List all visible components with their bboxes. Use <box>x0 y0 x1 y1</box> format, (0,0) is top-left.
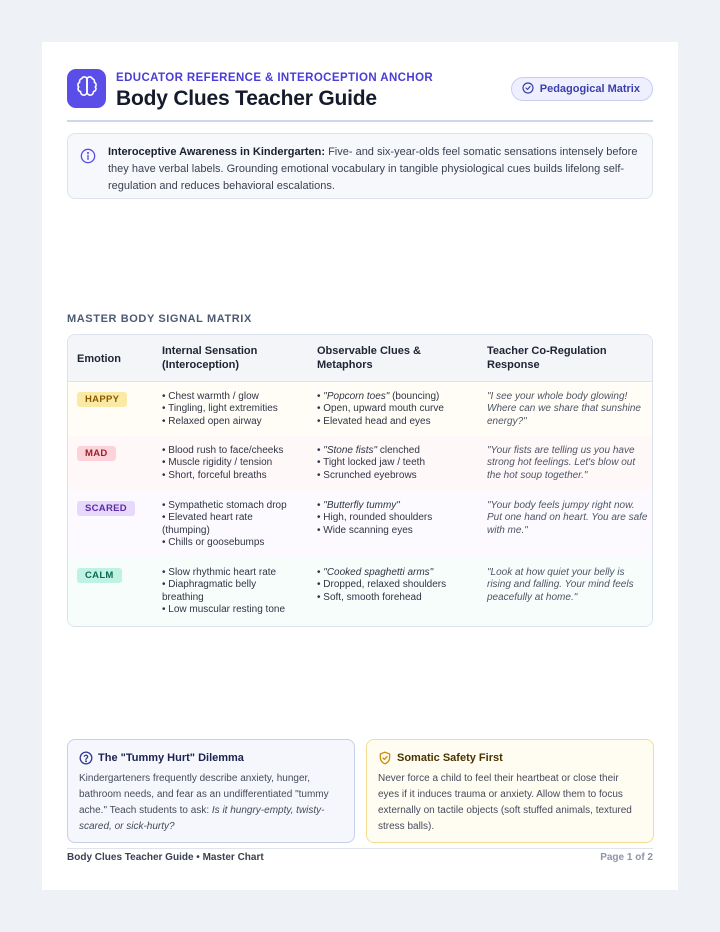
header-observable <box>317 344 421 372</box>
observable-clues <box>317 391 444 428</box>
list-item: • Tight locked jaw / teeth <box>317 457 426 469</box>
emotion-badge-happy: HAPPY <box>77 392 127 407</box>
header-response <box>487 344 607 372</box>
somatic-safety-card <box>366 739 654 843</box>
page-number: Page 1 of 2 <box>600 852 653 863</box>
pedagogical-matrix-badge <box>511 77 653 101</box>
emotion-badge-mad: MAD <box>77 446 116 461</box>
header-observable-line1: Observable Clues & <box>317 345 421 357</box>
list-item: • Scrunched eyebrows <box>317 469 417 481</box>
list-item: • "Butterfly tummy" <box>317 500 400 511</box>
header-emotion: Emotion <box>77 353 121 365</box>
list-item: • Blood rush to face/cheeks <box>162 445 284 456</box>
header-divider <box>67 120 653 122</box>
footer-title: Body Clues Teacher Guide • Master Chart <box>67 852 264 863</box>
response-line: energy?" <box>487 415 527 427</box>
list-item: • Open, upward mouth curve <box>317 403 444 415</box>
internal-sensation <box>162 445 283 482</box>
list-item: • Diaphragmatic belly <box>162 579 257 591</box>
footer-divider <box>67 848 653 849</box>
info-body: Five- and six-year-olds feel somatic sensations intensely before they have verbal labels. Grounding emotional vocabulary in tangible physiological cues builds lifelong self-regulation and reduces behavioral escalations. <box>108 146 638 192</box>
tummy-card-text: Kindergarteners frequently describe anxiety, hunger, bathroom needs, and fear as an undifferentiated "tummy ache." Teach students to ask: <box>79 773 329 816</box>
question-circle-icon <box>79 751 93 770</box>
coregulation-response <box>487 445 635 482</box>
response-line: peacefully at home." <box>487 591 578 603</box>
table-row <box>68 382 652 437</box>
coregulation-response <box>487 391 641 428</box>
check-circle-icon <box>522 82 534 97</box>
response-line: "Your body feels jumpy right now. <box>487 500 635 511</box>
table-header <box>68 335 652 382</box>
metaphor: "Cooked spaghetti arms" <box>323 567 434 578</box>
observable-clues <box>317 445 425 482</box>
interoception-info-box <box>67 133 653 199</box>
header-internal-line1: Internal Sensation <box>162 345 258 357</box>
metaphor-detail: (bouncing) <box>389 391 440 402</box>
header-eyebrow: EDUCATOR REFERENCE & INTEROCEPTION ANCHOR <box>116 72 434 84</box>
page-title: Body Clues Teacher Guide <box>116 87 377 110</box>
info-lead: Interoceptive Awareness in Kindergarten: <box>108 146 326 158</box>
response-line: "Your fists are telling us you have <box>487 445 635 456</box>
response-line: "Look at how quiet your belly is <box>487 567 625 578</box>
list-item: • "Cooked spaghetti arms" <box>317 567 434 578</box>
response-line: rising and falling. Your mind feels <box>487 579 634 591</box>
list-item: • Sympathetic stomach drop <box>162 500 287 511</box>
list-item: • Wide scanning eyes <box>317 524 413 536</box>
observable-clues <box>317 500 432 537</box>
internal-sensation <box>162 500 287 549</box>
emotion-badge-calm: CALM <box>77 568 122 583</box>
list-item: • "Popcorn toes" (bouncing) <box>317 391 440 402</box>
list-item: • Elevated head and eyes <box>317 415 431 427</box>
response-line: the hot soup together." <box>487 469 588 481</box>
tummy-card-body <box>79 771 342 835</box>
header-response-line2: Response <box>487 359 540 371</box>
tummy-card-question: Is it hungry-empty, twisty-scared, or sick-hurty? <box>79 805 325 832</box>
badge-label: Pedagogical Matrix <box>539 83 640 95</box>
list-item: • Dropped, relaxed shoulders <box>317 579 447 591</box>
info-icon <box>80 148 96 169</box>
response-line: with me." <box>487 524 528 536</box>
guide-page <box>42 42 678 890</box>
tummy-hurt-card <box>67 739 355 843</box>
internal-sensation <box>162 391 278 428</box>
response-line: strong hot feelings. Let's blow out <box>487 457 636 469</box>
header-internal-line2: (Interoception) <box>162 359 239 371</box>
header-response-line1: Teacher Co-Regulation <box>487 345 607 357</box>
table-row <box>68 491 652 559</box>
internal-sensation <box>162 567 285 616</box>
response-line: Where can we share that sunshine <box>487 403 641 415</box>
list-item: • Relaxed open airway <box>162 415 262 427</box>
response-line: Put one hand on heart. You are safe <box>487 512 648 524</box>
list-item: • Low muscular resting tone <box>162 603 286 615</box>
body-signal-table <box>67 334 653 627</box>
brain-icon <box>76 75 98 102</box>
metaphor-detail: clenched <box>377 445 420 456</box>
list-item: • Soft, smooth forehead <box>317 591 422 603</box>
list-item: • "Stone fists" clenched <box>317 445 420 456</box>
header-observable-line2: Metaphors <box>317 359 373 371</box>
coregulation-response <box>487 500 648 537</box>
list-item: • Chills or goosebumps <box>162 536 265 548</box>
metaphor: "Butterfly tummy" <box>323 500 400 511</box>
brain-logo <box>67 69 106 108</box>
list-item: breathing <box>162 591 204 603</box>
emotion-badge-scared: SCARED <box>77 501 135 516</box>
list-item: • Short, forceful breaths <box>162 469 267 481</box>
list-item: (thumping) <box>162 524 210 536</box>
table-row <box>68 558 652 626</box>
safety-card-body: Never force a child to feel their heartbeat or close their eyes if it induces trauma or anxiety. Allow them to focus externally on tactile objects (soft stuffed animals, textured stress balls). <box>378 773 632 832</box>
list-item: • Slow rhythmic heart rate <box>162 567 277 578</box>
list-item: • High, rounded shoulders <box>317 512 433 524</box>
coregulation-response <box>487 567 634 604</box>
metaphor: "Popcorn toes" <box>323 391 390 402</box>
info-text <box>108 144 640 195</box>
section-title: MASTER BODY SIGNAL MATRIX <box>67 313 252 325</box>
tummy-card-title: The "Tummy Hurt" Dilemma <box>98 752 244 764</box>
shield-check-icon <box>378 751 392 770</box>
list-item: • Tingling, light extremities <box>162 403 278 415</box>
list-item: • Muscle rigidity / tension <box>162 457 273 469</box>
list-item: • Chest warmth / glow <box>162 391 259 402</box>
list-item: • Elevated heart rate <box>162 512 253 524</box>
header-internal <box>162 344 257 372</box>
observable-clues <box>317 567 446 604</box>
table-row <box>68 436 652 492</box>
safety-card-title: Somatic Safety First <box>397 752 503 764</box>
metaphor: "Stone fists" <box>323 445 378 456</box>
response-line: "I see your whole body glowing! <box>487 391 628 402</box>
